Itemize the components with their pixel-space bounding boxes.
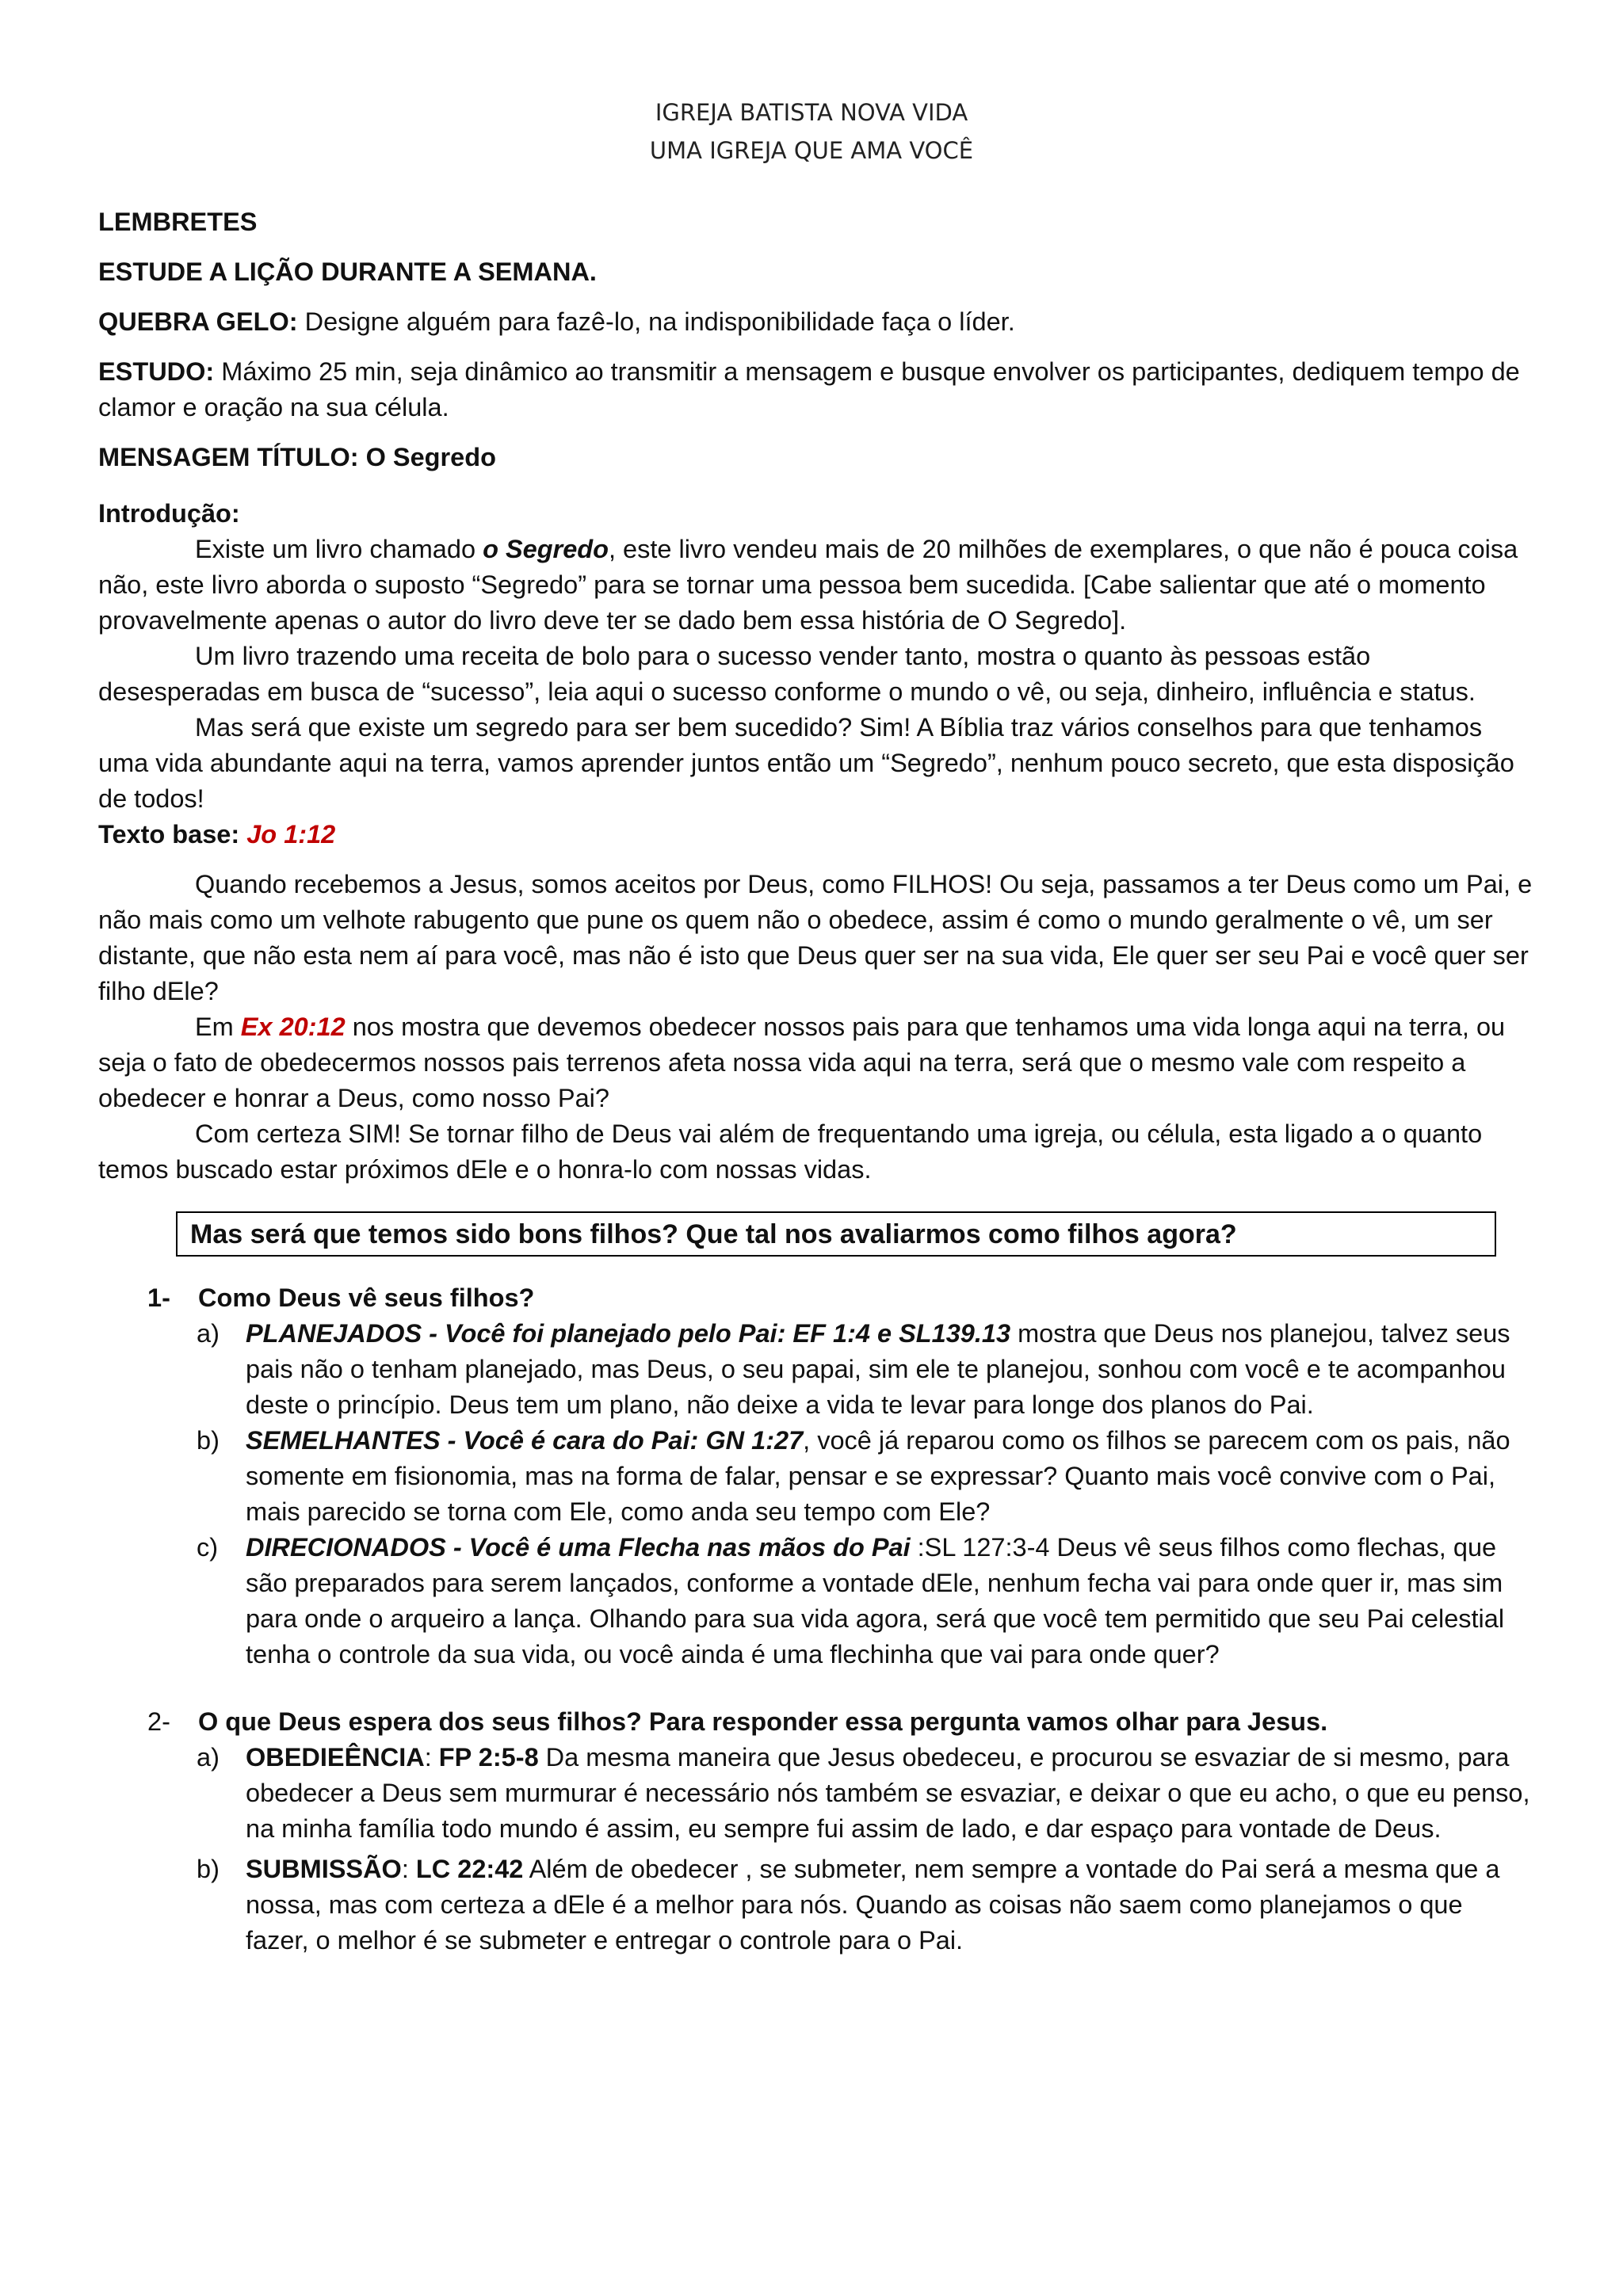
intro-label: Introdução: (98, 499, 240, 528)
church-slogan: UMA IGREJA QUE AMA VOCÊ (649, 137, 974, 164)
icebreaker-text: Designe alguém para fazê-lo, na indisponibilidade faça o líder. (297, 307, 1015, 336)
list-marker: a) (197, 1743, 220, 1772)
study-text: Máximo 25 min, seja dinâmico ao transmitir a mensagem e busque envolver os participantes, dediquem tempo de clamor e oração na sua célula. (98, 357, 1520, 421)
icebreaker-note (98, 304, 1533, 340)
section-2-number: 2- (147, 1707, 170, 1736)
section-1-heading (98, 1280, 1533, 1316)
message-title: MENSAGEM TÍTULO: O Segredo (98, 443, 496, 471)
study-label: ESTUDO: (98, 357, 215, 386)
section-1-title: Como Deus vê seus filhos? (198, 1283, 535, 1312)
list-item: b) SUBMISSÃO: LC 22:42 Além de obedecer , se submeter, nem sempre a vontade do Pai será a mesma que a nossa, mas com certeza a dEle é a melhor para nós. Quando as coisas não saem como planejamos o que fazer, o melhor é se submeter e entregar o controle para o Pai. (98, 1852, 1533, 1958)
icebreaker-label: QUEBRA GELO: (98, 307, 298, 336)
exodus-reference: Ex 20:12 (240, 1013, 346, 1041)
document-body (98, 204, 1533, 1958)
reminders-title: LEMBRETES (98, 208, 258, 236)
section-1-number: 1- (147, 1283, 170, 1312)
list-item: a) OBEDIEÊNCIA: FP 2:5-8 Da mesma maneira que Jesus obedeceu, e procurou se esvaziar de si mesmo, para obedecer a Deus sem murmurar é necessário nós também se esvaziar, e deixar o que eu acho, o que eu penso, na minha família todo mundo é assim, eu sempre fui assim de lado, e dar espaço para vontade de Deus. (98, 1740, 1533, 1847)
book-title: o Segredo (483, 535, 609, 563)
study-note (98, 354, 1533, 425)
intro-paragraph-2: Um livro trazendo uma receita de bolo para o sucesso vender tanto, mostra o quanto às pessoas estão desesperadas em busca de “sucesso”, leia aqui o sucesso conforme o mundo o vê, ou seja, dinheiro, influência e status. (98, 642, 1476, 706)
church-header (0, 93, 1623, 170)
list-item: a) PLANEJADOS - Você foi planejado pelo Pai: EF 1:4 e SL139.13 mostra que Deus nos planejou, talvez seus pais não o tenham planejado, mas Deus, o seu papai, sim ele te planejou, sonhou com você e te acompanhou deste o princípio. Deus tem um plano, não deixe a vida te levar para longe dos planos do Pai. (98, 1316, 1533, 1423)
intro-paragraph-1: Existe um livro chamado o Segredo, este livro vendeu mais de 20 milhões de exemplares, o que não é pouca coisa não, este livro aborda o suposto “Segredo” para se tornar uma pessoa bem sucedida. [Cabe salientar que até o momento provavelmente apenas o autor do livro deve ter se dado bem essa história de O Segredo]. (98, 535, 1518, 635)
base-text-reference: Jo 1:12 (246, 820, 336, 849)
list-item: c) DIRECIONADOS - Você é uma Flecha nas mãos do Pai :SL 127:3-4 Deus vê seus filhos como flechas, que são preparados para serem lançados, conforme a vontade dEle, nenhum fecha vai para onde quer ir, mas sim para onde o arqueiro a lança. Olhando para sua vida agora, será que você tem permitido que seu Pai celestial tenha o controle da sua vida, ou você ainda é uma flechinha que vai para onde quer? (98, 1530, 1533, 1672)
list-marker: b) (197, 1426, 220, 1455)
base-text-label: Texto base: (98, 820, 247, 849)
intro-paragraph-3: Mas será que existe um segredo para ser bem sucedido? Sim! A Bíblia traz vários conselhos para que tenhamos uma vida abundante aqui na terra, vamos aprender juntos então um “Segredo”, nenhum pouco secreto, que esta disposição de todos! (98, 713, 1514, 813)
church-name: IGREJA BATISTA NOVA VIDA (655, 99, 968, 126)
list-item: b) SEMELHANTES - Você é cara do Pai: GN 1:27, você já reparou como os filhos se parecem com os pais, não somente em fisionomia, mas na forma de falar, pensar e se expressar? Quanto mais você convive com o Pai, mais parecido se torna com Ele, como anda seu tempo com Ele? (98, 1423, 1533, 1530)
study-week-note: ESTUDE A LIÇÃO DURANTE A SEMANA. (98, 257, 597, 286)
boxed-question: Mas será que temos sido bons filhos? Que tal nos avaliarmos como filhos agora? (176, 1211, 1496, 1257)
base-text (98, 817, 1533, 852)
body-paragraph-1: Quando recebemos a Jesus, somos aceitos por Deus, como FILHOS! Ou seja, passamos a ter Deus como um Pai, e não mais como um velhote rabugento que pune os quem não o obedece, assim é como o mundo geralmente o vê, um ser distante, que não esta nem aí para você, mas não é isto que Deus quer ser na sua vida, Ele quer ser seu Pai e você quer ser filho dEle? (98, 870, 1533, 1005)
list-marker: a) (197, 1319, 220, 1348)
list-marker: c) (197, 1533, 219, 1562)
section-2-title: O que Deus espera dos seus filhos? Para responder essa pergunta vamos olhar para Jesus. (198, 1707, 1328, 1736)
body-paragraph-3: Com certeza SIM! Se tornar filho de Deus vai além de frequentando uma igreja, ou célula, esta ligado a o quanto temos buscado estar próximos dEle e o honra-lo com nossas vidas. (98, 1119, 1483, 1184)
section-2-heading (98, 1704, 1533, 1740)
body-paragraph-2: Em Ex 20:12 nos mostra que devemos obedecer nossos pais para que tenhamos uma vida longa aqui na terra, ou seja o fato de obedecermos nossos pais terrenos afeta nossa vida aqui na terra, será que o mesmo vale com respeito a obedecer e honrar a Deus, como nosso Pai? (98, 1013, 1506, 1112)
list-marker: b) (197, 1855, 220, 1883)
